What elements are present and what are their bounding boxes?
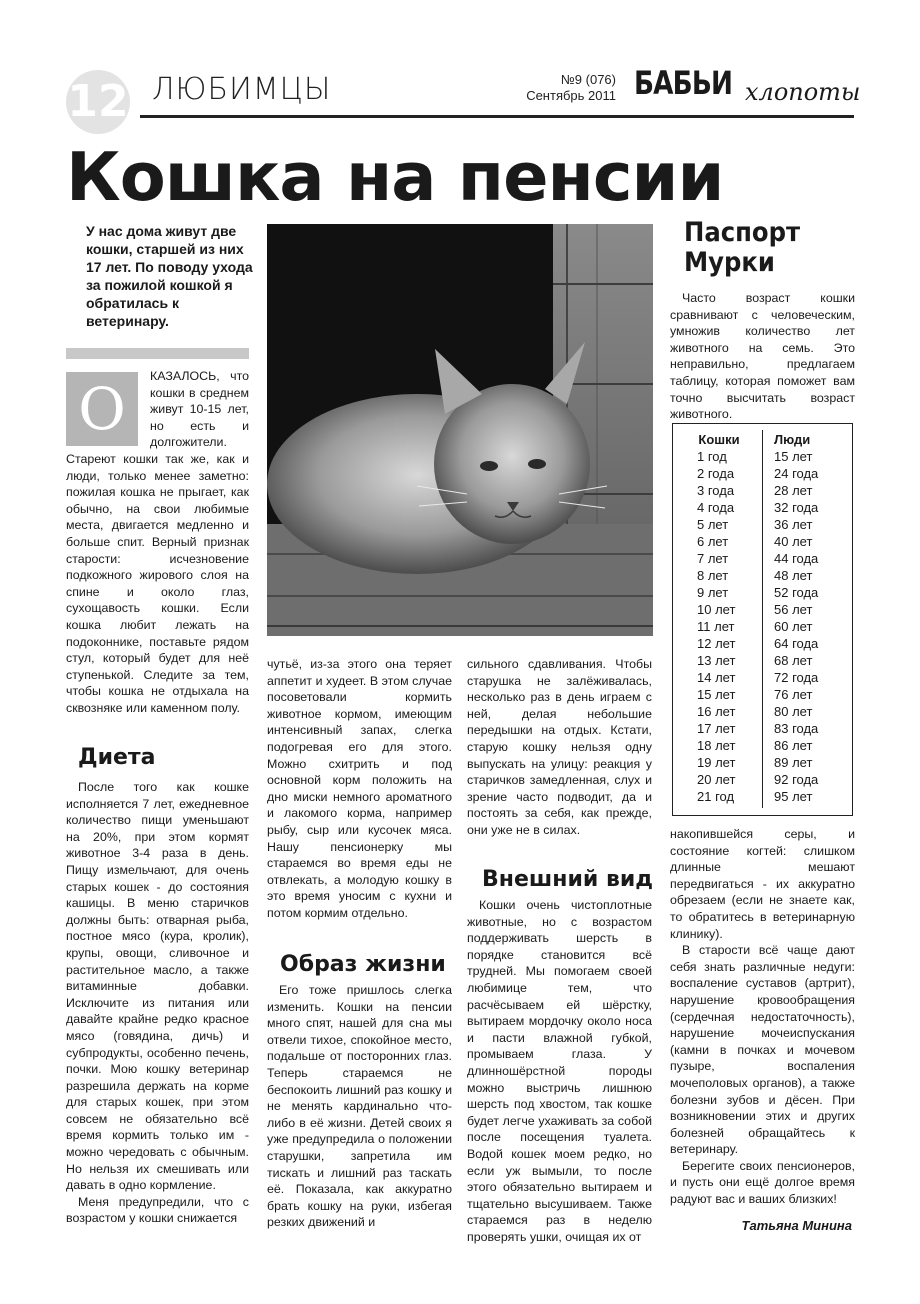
column-2-paragraph-1: чутьё, из-за этого она теряет аппетит и худеет. В этом случае посоветовали кормить животное кормом, имеющим интенсивный запах, слегка подогревая его для этого. Можно схитрить и под основной корм положить на дно миски немного ароматного и лакомого корма, например рыбу, сыр или кусочек мяса. Нашу пенсионерку мы стараемся во время еды не отвлекать, а молодую кошку в это время уносим с кухни и потом кормим отдельно. — [267, 657, 452, 920]
age-table-header-cat: Кошки — [698, 432, 740, 447]
section-title: ЛЮБИМЦЫ — [152, 72, 332, 107]
issue-number: №9 (076) — [560, 72, 616, 87]
brand-logo-main: БАБЬИ — [634, 64, 733, 102]
cat-photo — [267, 224, 653, 636]
column-3 — [467, 656, 652, 839]
diet-paragraph-1: После того как кошке исполняется 7 лет, ежедневное количество пищи уменьшают на 20%, при этом кормят животное 3-4 раза в день. Пищу измельчают, для очень старых кошек - до состояния кашицы. В меню старичков должны быть: отварная рыба, постное мясо (кура, кролик), крупы, овощи, сливочное и растительное масло, а также витаминные добавки. Исключите из питания или давайте крайне редко красное мясо (говядина, дичь) и субпродукты, особенно печень, почки. Мою кошку ветеринар разрешила держать на корме для старых кошек, при этом совсем не обязательно всё время кормить только им - можно чередовать с обычным. Но нельзя их смешивать или давать в одно кормление. — [66, 780, 249, 1193]
column-3-paragraph-1: сильного сдавливания. Чтобы старушка не залёживалась, несколько раз в день играем с ней, делая небольшие передышки на отдых. Кстати, старую кошку нельзя одну выпускать на улицу: реакция у старичков замедленная, слух и зрение часто подводит, да и постоять за себя, как прежде, они уже не в силах. — [467, 657, 652, 837]
issue-date: Сентябрь 2011 — [526, 88, 616, 103]
age-table-header-human: Люди — [774, 432, 811, 447]
column-4-paragraph-1: накопившейся серы, и состояние когтей: слишком длинные мешают передвигаться - их аккуратно обрезаем (если не знаете как, то обратитесь в ветеринарную клинику). — [670, 827, 855, 941]
page-number: 12 — [67, 76, 129, 127]
passport-title — [684, 218, 800, 278]
heading-diet: Диета — [78, 745, 156, 770]
passport-title-line-1: Паспорт — [684, 217, 801, 248]
age-table-human-column — [774, 431, 852, 805]
issue-info — [500, 72, 616, 104]
dropcap-space — [66, 368, 150, 448]
diet-paragraph-2: Меня предупредили, что с возрастом у кошки снижается — [66, 1194, 249, 1226]
article-title: Кошка на пенсии — [66, 138, 724, 216]
column-4-paragraph-3: Берегите своих пенсионеров, и пусть они ещё долгое время радуют вас и ваших близких! — [670, 1158, 855, 1207]
dropcap: О — [78, 375, 126, 443]
column-3-appearance — [467, 897, 652, 1245]
author-signature: Татьяна Минина — [741, 1218, 852, 1233]
intro-paragraph: КАЗАЛОСЬ, что кошки в среднем живут 10-15 лет, но есть и долгожители. Стареют кошки так же, как и люди, только менее заметно: пожилая кошка не прыгает, как обычно, на свои любимые места, двигается медленно и больше спит. Верный признак старости: исчезновение подкожного жирового слоя на спине и около глаз, сухощавость кошки. Если кошка любит лежать на подоконнике, поставьте рядом стул, который будет для неё ступенькой. Следите за тем, чтобы кошка не отдыхала на сквозняке или каменном полу. — [66, 369, 249, 715]
article-lead: У нас дома живут две кошки, старшей из них 17 лет. По поводу ухода за пожилой кошкой я обратилась к ветеринару. — [86, 223, 253, 329]
appearance-paragraph: Кошки очень чистоплотные животные, но с возрастом поддерживать шерсть в порядке становится всё трудней. Мы помогаем своей любимице тем, что расчёсываем ей шёрстку, вытираем мордочку около носа и пасти влажной губкой, промываем глаза. У длинношёрстной породы можно выстричь лишнюю шерсть под хвостом, так кошке будет легче ухаживать за собой после посещения туалета. Водой кошек моем редко, но если уж вымыли, то после этого обязательно вытираем и тщательно высушиваем. Также стараемся раз в неделю проверять ушки, очищая их от — [467, 898, 652, 1244]
passport-title-line-2: Мурки — [684, 247, 775, 278]
cat-photo-illustration — [267, 224, 653, 636]
age-table-human-values: 15 лет 24 года 28 лет 32 года 36 лет 40 лет 44 года 48 лет 52 года 56 лет 60 лет 64 года 68 лет 72 года 76 лет 80 лет 83 года 86 лет 89 лет 92 года 95 лет — [774, 449, 819, 804]
header-rule — [140, 115, 854, 118]
passport-paragraph: Часто возраст кошки сравнивают с человеческим, умножив количество лет животного на семь. Это неправильно, предлагаем таблицу, которая поможет вам точно высчитать возраст животного. — [670, 291, 855, 422]
column-4-paragraph-2: В старости всё чаще дают себя знать различные недуги: воспаление суставов (артрит), нарушение кровообращения (сердечная недостаточность), нарушение мочеиспускания (камни в почках и мочевом пузыре, воспаления мочеполовых органов), а также болезни зубов и дёсен. При возникновении этих и других болезней обращайтесь к ветеринару. — [670, 943, 855, 1157]
column-4 — [670, 826, 855, 1208]
column-2 — [267, 656, 452, 922]
brand-logo-script: хлопоты — [745, 78, 861, 106]
age-table-divider — [762, 430, 763, 808]
column-1 — [66, 368, 249, 716]
heading-lifestyle: Образ жизни — [280, 952, 446, 977]
lead-divider — [66, 348, 249, 359]
age-table-cat-values: 1 год 2 года 3 года 4 года 5 лет 6 лет 7 лет 8 лет 9 лет 10 лет 11 лет 12 лет 13 лет 14 лет 15 лет 16 лет 17 лет 18 лет 19 лет 20 лет 21 год — [697, 449, 736, 804]
lifestyle-paragraph: Его тоже пришлось слегка изменить. Кошки на пенсии много спят, нашей для сна мы отвели тихое, спокойное место, подальше от посторонних глаз. Теперь стараемся не беспокоить лишний раз кошку и не менять кардинально что-либо в её жизни. Детей своих я уже предупредила о положении старушки, запретила им тискать и лишний раз таскать её. Показала, как аккуратно брать кошку на руки, избегая резких движений и — [267, 983, 452, 1230]
column-1-diet — [66, 779, 249, 1227]
age-table-cat-column — [680, 431, 758, 805]
column-2-lifestyle — [267, 982, 452, 1231]
passport-text — [670, 290, 855, 423]
heading-appearance: Внешний вид — [482, 867, 654, 892]
